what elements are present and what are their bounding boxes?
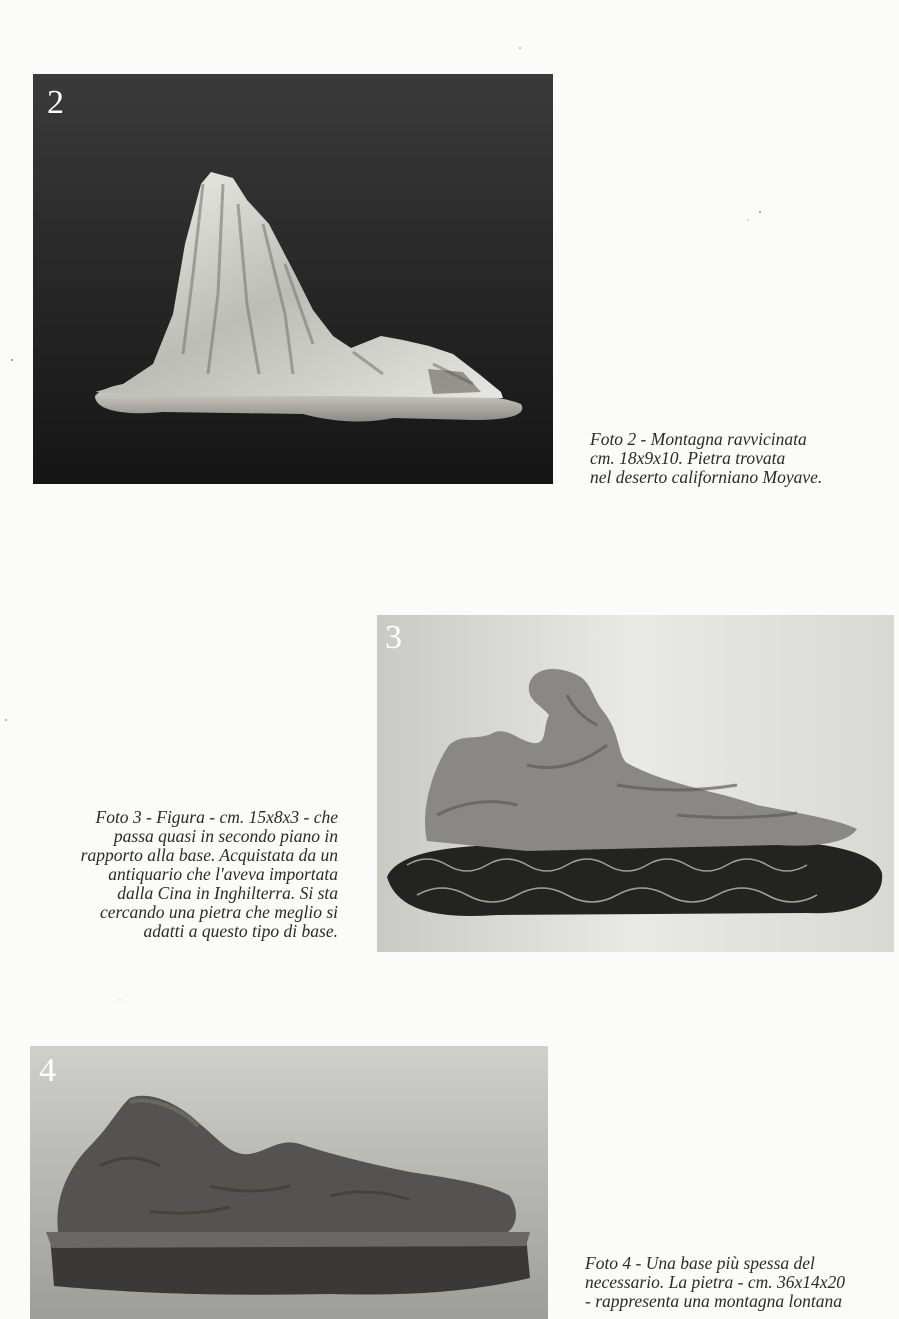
caption-line: adatti a questo tipo di base. [143, 921, 338, 941]
landscape-stone-image [30, 1046, 548, 1319]
caption-line: cm. 18x9x10. Pietra trovata [590, 448, 786, 468]
caption-line: necessario. La pietra - cm. 36x14x20 [585, 1272, 846, 1292]
photo-number: 3 [385, 619, 402, 656]
mountain-stone-image [33, 74, 553, 484]
photo-number: 4 [39, 1052, 56, 1089]
caption-line: antiquario che l'aveva importata [108, 864, 338, 884]
caption-line: Foto 4 - Una base più spessa del [585, 1253, 815, 1273]
photo-4-landscape-stone [30, 1046, 548, 1319]
caption-line: - rappresenta una montagna lontana [585, 1291, 842, 1311]
caption-line: nel deserto californiano Moyave. [590, 467, 823, 487]
caption-photo-3 [81, 808, 338, 941]
caption-line: Foto 3 - Figura - cm. 15x8x3 - che [95, 807, 338, 827]
caption-line: rapporto alla base. Acquistata da un [80, 845, 338, 865]
caption-line: Foto 2 - Montagna ravvicinata [590, 429, 807, 449]
figure-stone-image [377, 615, 894, 952]
caption-photo-4 [585, 1254, 845, 1311]
photo-2-mountain-stone [33, 74, 553, 484]
photo-3-figure-stone [377, 615, 894, 952]
caption-line: dalla Cina in Inghilterra. Si sta [117, 883, 338, 903]
caption-line: cercando una pietra che meglio si [100, 902, 338, 922]
caption-photo-2 [590, 430, 822, 487]
photo-number: 2 [47, 84, 64, 121]
caption-line: passa quasi in secondo piano in [113, 826, 338, 846]
